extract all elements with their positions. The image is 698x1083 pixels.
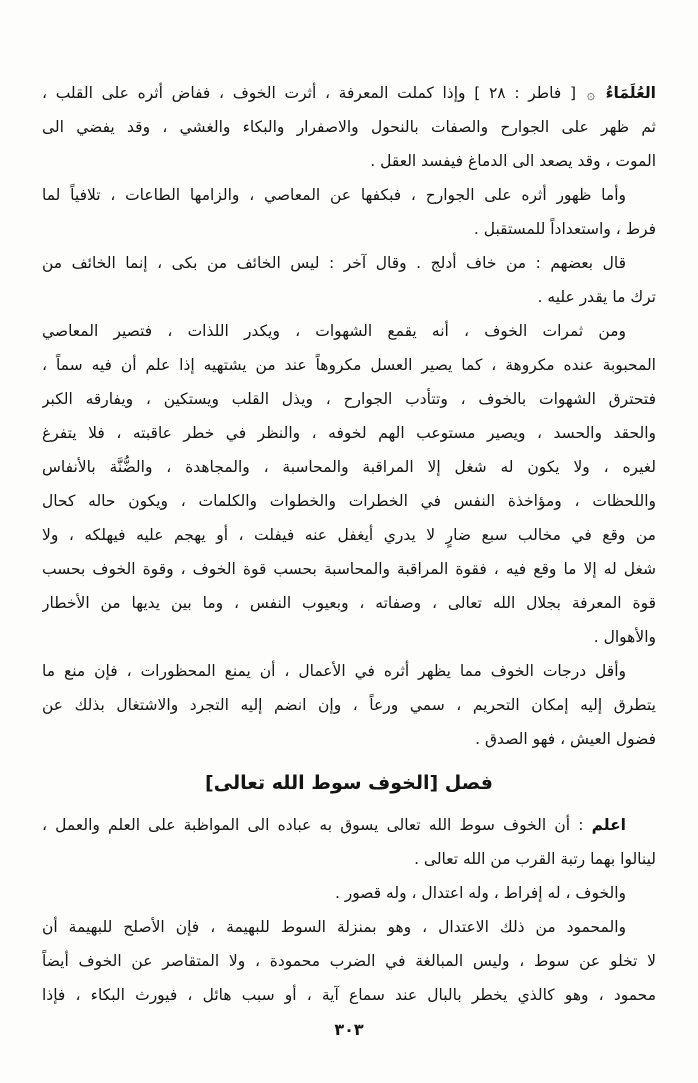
body-line: يتطرق إليه إمكان التحريم ، سمي ورعاً ، وإن انضم إليه التجرد والاشتغال بذلك عن [42,696,656,714]
body-line: شغل له إلا ما وقع فيه ، فقوة المراقبة والمحاسبة بحسب قوة الخوف ، وقوة الخوف بحسب [42,560,656,578]
body-line: والحقد والحسد ، ويصير مستوعب الهم لخوفه ، والنظر في خطر عاقبته ، فلا يتفرغ [42,424,656,442]
body-line: قوة المعرفة بجلال الله تعالى ، وصفاته ، وبعيوب النفس ، وما بين يديها من الأخطار [42,594,656,612]
body-line: والخوف ، له إفراط ، وله اعتدال ، وله قصور . [334,884,626,902]
body-line: وأما ظهور أثره على الجوارح ، فبكفها عن المعاصي ، والزامها الطاعات ، تلافياً لما [42,186,626,204]
body-line: واللحظات ، ومؤاخذة النفس في الخطرات والخطوات والكلمات ، ويكون حاله كحال [42,492,656,510]
quran-citation: [ فاطر : ٢٨ ] [474,84,577,102]
body-line: قال بعضهم : من خاف أدلج . وقال آخر : ليس الخائف من بكى ، إنما الخائف من [42,254,626,272]
body-line: وأقل درجات الخوف مما يظهر أثره في الأعمال ، أن يمنع المحظورات ، فإن منع ما [42,662,626,680]
body-text: : أن الخوف سوط الله تعالى يسوق به عباده الى المواظبة على العلم والعمل ، [42,816,584,834]
lead-word: اعلم [591,816,626,834]
page-number: ٣٠٣ [334,1020,364,1039]
text-block [42,76,656,1012]
body-line: والأهوال . [593,628,656,646]
body-line: ومن ثمرات الخوف ، أنه يقمع الشهوات ، ويكدر اللذات ، فتصير المعاصي [42,322,626,340]
body-line [42,808,656,842]
body-line: ثم ظهر على الجوارح والصفات بالنحول والاصفرار والبكاء والغشي ، وقد يفضي الى [42,118,656,136]
body-line: فضول العيش ، فهو الصدق . [475,730,656,748]
body-line: فتحترق الشهوات بالخوف ، وتتأدب الجوارح ، ويذل القلب ويستكين ، ويفارقه الكبر [42,390,656,408]
verse-end-ornament-icon: ۞ [586,87,595,103]
body-line: لا تخلو عن سوط ، وليس المبالغة في الضرب محمودة ، ولا المتقاصر عن الخوف أيضاً [42,952,656,970]
body-line: فرط ، واستعداداً للمستقبل . [473,220,656,238]
body-line: ترك ما يقدر عليه . [537,288,656,306]
body-line: من وقع في مخالب سبع ضارٍ لا يدري أيغفل عنه فيفلت ، أو يهجم عليه فيهلكه ، ولا [42,526,656,544]
body-line: والمحمود من ذلك الاعتدال ، وهو بمنزلة السوط للبهيمة ، فإن الأصلح للبهيمة أن [42,918,626,936]
body-line: لغيره ، ولا يكون له شغل إلا المراقبة والمحاسبة ، والمجاهدة ، والضُّنَّة بالأنفاس [42,458,656,476]
body-line: المحبوبة عنده مكروهة ، كما يصير العسل مكروهاً عند من يشتهيه إذا علم أن فيه سماً ، [42,356,656,374]
section-heading: فصل [الخوف سوط الله تعالى] [205,772,493,794]
body-line: محمود ، وهو كالذي يخطر بالبال عند سماع آية ، أو سبب هائل ، فيورث البكاء ، فإذا [42,986,656,1004]
body-line: لينالوا بهما رتبة القرب من الله تعالى . [414,850,656,868]
body-text: وإذا كملت المعرفة ، أثرت الخوف ، ففاض أثره على القلب ، [42,84,466,102]
body-line [42,76,656,110]
quran-quote-word: العُلَمَاءُ [605,84,656,102]
body-line: الموت ، وقد يصعد الى الدماغ فيفسد العقل . [370,152,656,170]
